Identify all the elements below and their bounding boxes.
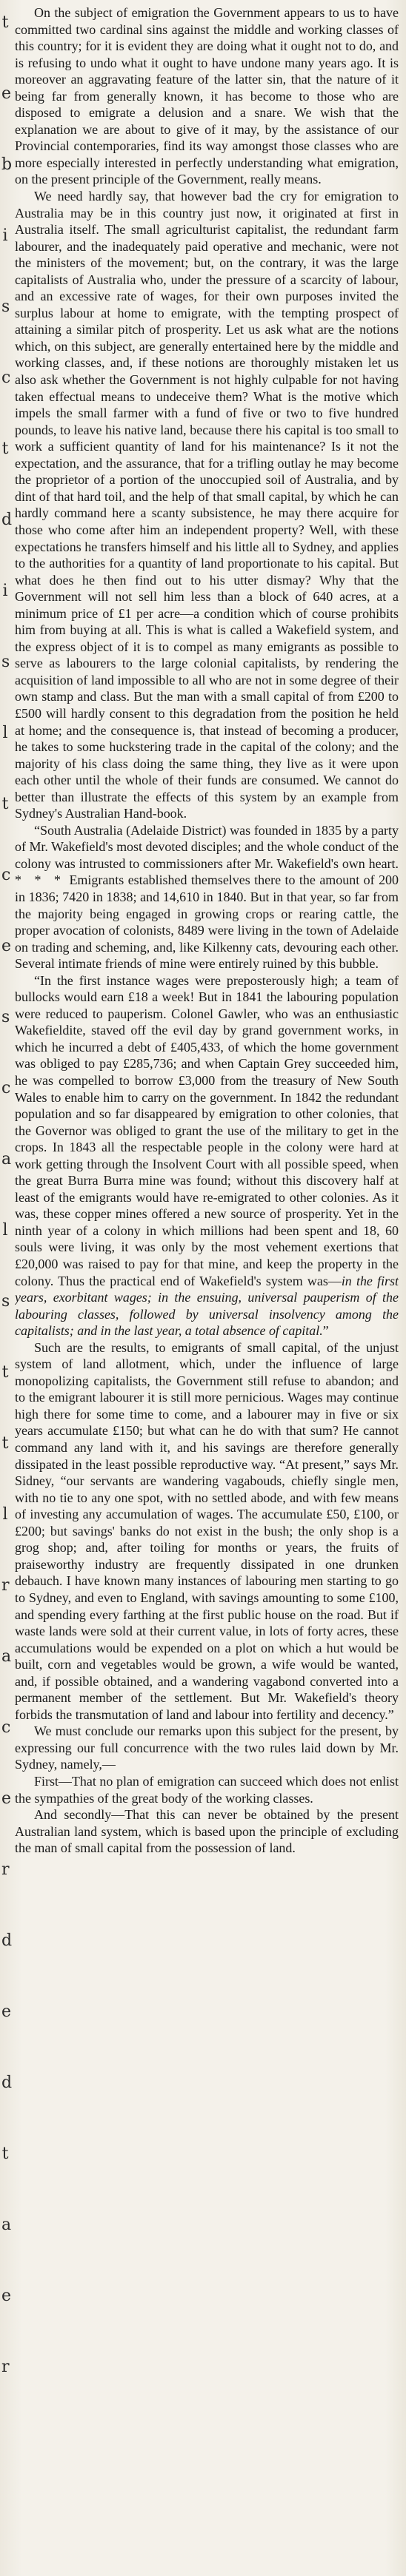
margin-mark: a [1,1150,12,1168]
quote-paragraph-2: “In the first instance wages were preposterously high; a team of bullocks would earn £18 a week! But in 1841 the labouring population were reduced to pauperism. Colonel Gawler, who was an enthusiastic Wakefieldite, staved off the evil day by grand government works, in which he incurred a debt of £405,433, of which the home government was obliged to pay £285,736; and when Captain Grey succeeded him, he was compelled to borrow £3,000 from the treasury of New South Wales to enable him to carry on the government. In 1842 the redundant population and so far disappeared by emigration to other colonies, that the Governor was obliged to grant the use of the military to get in the crops. In 1843 all the respectable people in the colony were hard at work getting through the Insolvent Court with all possible speed, when the great Burra Burra mine was found; without this discovery half at least of the emigrants would have re-emigrated to other colonies. As it was, these copper mines offered a new source of prosperity. Yet in the ninth year of a colony in which millions had been spent and 18, 60 souls were living, it was only by the most vehement exertions that £20,000 was raised to pay for that mine, and keep the property in the colony. Thus the practical end of Wakefield's system was—in the first years, exorbitant wages; in the ensuing, universal pauperism of the labouring classes, followed by universal insolvency among the capitalists; and in the last year, a total absence of capital.” [15,972,399,1339]
margin-mark: s [1,1292,10,1311]
margin-mark: t [1,795,9,813]
margin-mark: a [1,1647,12,1666]
margin-mark: t [1,13,9,32]
margin-mark: c [1,1718,11,1737]
margin-mark: s [1,653,10,671]
margin-mark: c [1,1079,11,1097]
margin-mark: d [1,511,13,529]
ellipsis-stars: * * * [15,872,65,888]
margin-mark: e [1,937,12,955]
paragraph-2: We need hardly say, that however bad the cry for emigration to Australia may be in this country just now, it originated at first in Australia itself. The small agriculturist capitalist, the redundant farm labourer, and the inadequately paid operative and mechanic, were not the ministers of the movement; but, on the contrary, it was the large capitalists of Australia who, under the pressure of a scarcity of labour, and an excessive rate of wages, for their own purposes invited the surplus labour at home to emigrate, with the tempting prospect of attaining a similar pitch of prosperity. Let us ask what are the notions which, on this subject, are generally entertained here by the middle and working classes, and, if these notions are thoroughly mistaken let us also ask whether the Government is not highly culpable for not having taken effectual means to undeceive them? What is the motive which impels the small farmer with a fund of five or two to five hundred pounds, to leave his native land, because there his capital is too small to work a sufficient quantity of land for his maintenance? Is it not the expectation, and the assurance, that for a trifling outlay he may become the proprietor of a portion of the unoccupied soil of Australia, and by dint of that hard toil, and the help of that small capital, by which he can hardly command here a scanty subsistence, he may there acquire for those who come after him an independent property? Well, with these expectations he transfers himself and his little all to Sydney, and applies to the authorities for a quantity of land proportionate to his capital. But what does he then find out to his utter dismay? Why that the Government will not sell him less than a block of 640 acres, at a minimum price of £1 per acre—a condition which of course prohibits him from buying at all. This is what is called a Wakefield system, and the express object of it is to compel as many emigrants as possible to serve as labourers to the large colonial capitalists, by rendering the acquisition of land impossible to all who are not in some degree of their own stamp and class. But the man with a small capital of from £200 to £500 will hardly consent to this degradation from the position he held at home; and the consequence is, that instead of becoming a producer, he takes to some huckstering trade in the capital of the colony; and the majority of his class doing the same thing, they live as it were upon each other until the whole of their funds are consumed. We cannot do better than illustrate the effects of this system by an example from Sydney's Australian Hand-book. [15,189,399,821]
paragraph-4: Such are the results, to emigrants of small capital, of the unjust system of land allotment, which, under the influence of large monopolizing capitalists, the Government still refuse to abandon; and to the emigrant labourer it is still more pernicious. Wages may continue high there for some time to come, and a labourer may in five or six years accumulate £150; but what can he do with that sum? He cannot command any land with it, and his savings are therefore generally dissipated in the least possible reproductive way. “At present,” says Mr. Sidney, “our servants are wandering vagabouds, chiefly single men, with no tie to any one spot, with no settled abode, and with few means of investing any accumulation of wages. The accumulate £50, £100, or £200; but savings' banks do not exist in the bush; the only shop is a grog shop; and, after toiling for months or years, the fruits of praiseworthy industry are frequently dissipated in one drunken debauch. I have known many instances of labouring men starting to go to Sydney, and even to England, with savings amounting to some £100, and spending every farthing at the first public house on the road. But if waste lands were sold at their current value, in lots of forty acres, these accumulations would be expended on a plot on which a hut would be built, corn and vegetables would be grown, a wife would be wanted, and, if possible obtained, and a wandering vagabond converted into a permanent member of the settlement. But Mr. Wakefield's theory forbids the transmutation of land and labour into fertility and decency.” [15,1339,399,1722]
margin-mark: e [1,84,12,103]
margin-mark: d [1,2074,13,2092]
margin-mark: e [1,1789,12,1808]
margin-mark: r [1,1860,10,1879]
margin-mark: l [2,1221,8,1240]
quote-paragraph-1 [15,822,399,972]
margin-mark: i [2,582,8,600]
quote-text-1-cont: Emigrants established themselves there to the amount of 200 in 1836; 7420 in 1838; and 14,610 in 1840. But in that year, so far from the majority being engaged in growing crops or rearing cattle, the proper avocation of colonists, 8489 were living in the town of Adelaide on trading and scheming, and, like Kilkenny cats, devouring each other. Several intimate friends of mine were entirely ruined by this bubble. [15,872,399,972]
paragraph-1: On the subject of emigration the Government appears to us to have committed two cardinal sins against the middle and working classes of this country; for it is evident they are doing what it ought not to do, and is refusing to undo what it ought to have undone many years ago. It is moreover an aggravating feature of the latter sin, that the nature of it being far from generally known, it has become to those who are disposed to emigrate a delusion and a snare. We wish that the explanation we are about to give of it may, by the assistance of our Provincial contemporaries, find its way amongst those classes who are more especially interested in perfectly understanding what emigration, on the present principle of the Government, really means. [15,5,399,187]
margin-mark: e [1,2002,12,2021]
quote-text-1: “South Australia (Adelaide District) was founded in 1835 by a party of Mr. Wakefield's most devoted disciples; and the whole conduct of the colony was intrusted to commissioners after Mr. Wakefield's own heart. [15,822,399,871]
paragraph-first-rule: First—That no plan of emigration can succeed which does not enlist the sympathies of the great body of the working classes. [15,1773,399,1806]
margin-mark: c [1,369,11,387]
article-emigration [15,4,399,2572]
margin-mark: l [2,724,8,742]
margin-mark: i [2,226,8,245]
margin-mark: t [1,1363,9,1382]
margin-mark: r [1,1576,10,1595]
margin-mark: s [1,1008,10,1026]
margin-mark: l [2,1505,8,1524]
margin-mark: a [1,2216,12,2234]
margin-mark: t [1,1434,9,1453]
margin-mark: c [1,866,11,884]
margin-mark: d [1,1931,13,1950]
margin-mark: e [1,2287,12,2305]
margin-mark: s [1,297,10,316]
margin-mark: t [1,2145,9,2163]
paragraph-5: We must conclude our remarks upon this subject for the present, by expressing our full concurrence with the two rules laid down by Mr. Sydney, namely,— [15,1724,399,1772]
paragraph-second-rule: And secondly—That this can never be obtained by the present Australian land system, which is based upon the principle of excluding the man of small capital from the possession of land. [15,1807,399,1856]
italic-quote: in the first years, exorbitant wages; in the ensuing, universal pauperism of the labouring classes, followed by universal insolvency among the capitalists; and in the last year, a total absence of capital. [15,1273,399,1339]
left-margin-marks [1,0,13,2576]
margin-mark: t [1,440,9,458]
margin-mark: r [1,2358,10,2376]
margin-mark: b [1,155,13,174]
